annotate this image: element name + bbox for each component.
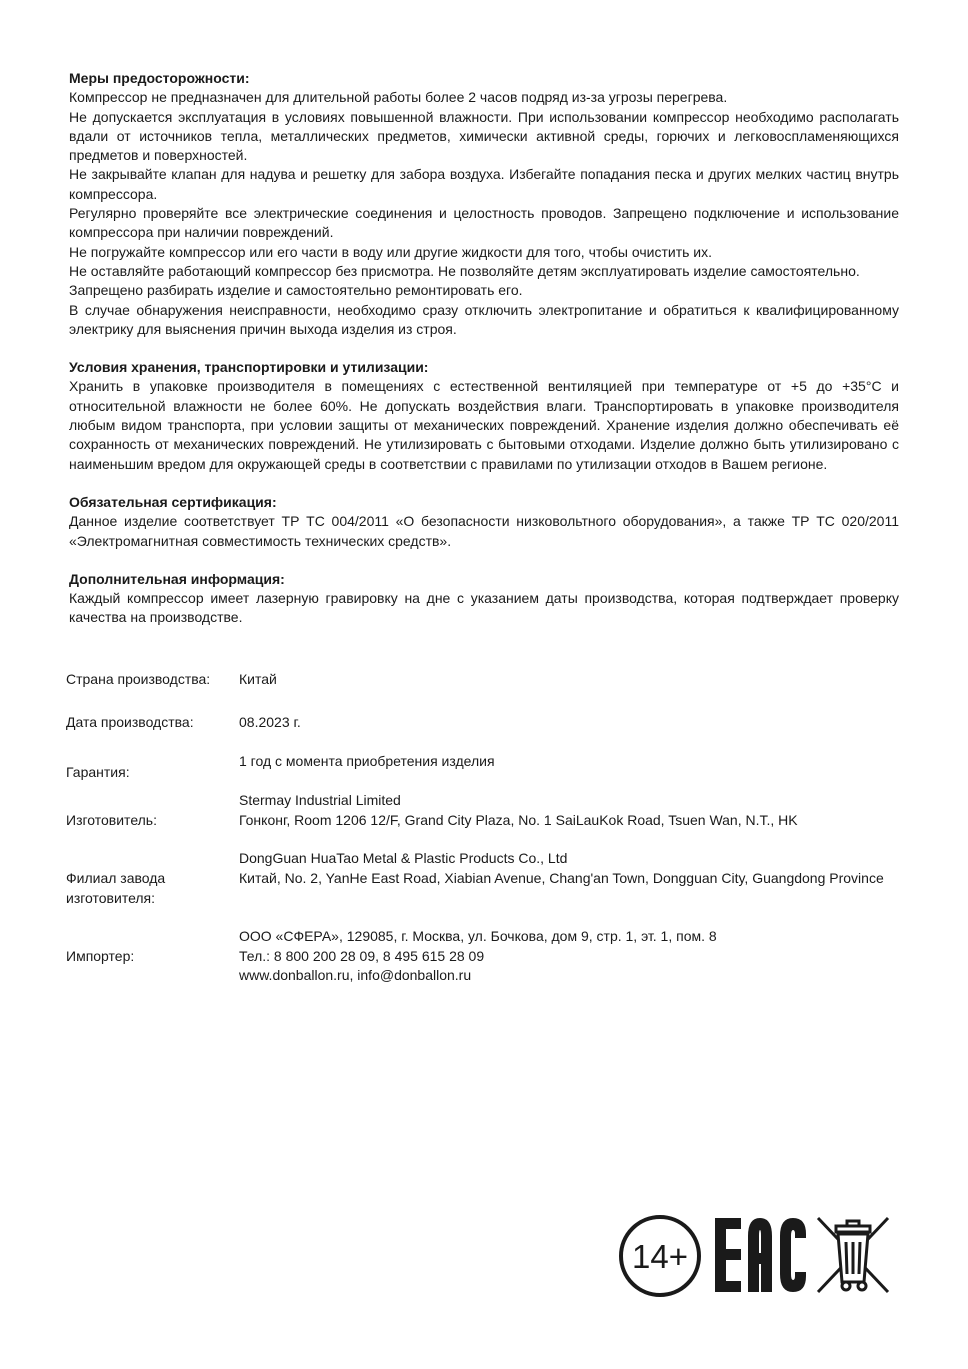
additional-info-section (69, 570, 899, 628)
precautions-section (69, 69, 899, 339)
importer-phones: Тел.: 8 800 200 28 09, 8 495 615 28 09 (239, 947, 485, 964)
certification-text: Данное изделие соответствует ТР ТС 004/2011 «О безопасности низковольтного оборудования», а также ТР ТС 020/2011 «Электромагнитная совместимость технических средств». (69, 513, 899, 549)
precaution-item: Регулярно проверяйте все электрические соединения и целостность проводов. Запрещено подключение и использование компрессора при наличии повреждений. (69, 205, 899, 241)
warranty-value-text: 1 год с момента приобретения изделия (239, 753, 495, 769)
manufacturer-value (239, 791, 889, 830)
certification-title: Обязательная сертификация: (69, 493, 277, 510)
warranty-label: Гарантия: (66, 764, 130, 780)
country-value (239, 670, 889, 690)
date-label: Дата производства: (66, 714, 194, 730)
certification-section (69, 493, 899, 551)
manufacturer-name: Stermay Industrial Limited (239, 792, 401, 808)
country-label: Страна производства: (66, 671, 211, 687)
precaution-item: В случае обнаружения неисправности, необходимо сразу отключить электропитание и обратиться к квалифицированному электрику для выяснения причин выхода изделия из строя. (69, 301, 899, 337)
precaution-item: Запрещено разбирать изделие и самостоятельно ремонтировать его. (69, 282, 523, 299)
precaution-item: Не погружайте компрессор или его части в воду или другие жидкости для того, чтобы очистить их. (69, 243, 713, 260)
precautions-title: Меры предосторожности: (69, 70, 250, 86)
additional-info-title: Дополнительная информация: (69, 570, 285, 587)
storage-section (69, 358, 899, 474)
importer-contacts: www.donballon.ru, info@donballon.ru (239, 967, 472, 983)
manufacturer-label: Изготовитель: (66, 812, 157, 828)
date-value-text: 08.2023 г. (239, 714, 301, 730)
precaution-item: Не оставляйте работающий компрессор без присмотра. Не позволяйте детям эксплуатировать изделие самостоятельно. (69, 262, 860, 279)
document-page (69, 69, 899, 628)
eac-mark-icon (715, 1218, 806, 1292)
crossed-out-wheelie-bin-icon (818, 1218, 888, 1292)
precaution-item: Не закрывайте клапан для надува и решетку для забора воздуха. Избегайте попадания песка и других мелких частиц внутрь компрессора. (69, 166, 899, 202)
branch-name: DongGuan HuaTao Metal & Plastic Products Co., Ltd (239, 850, 568, 866)
importer-label: Импортер: (66, 948, 135, 964)
precaution-item: Не допускается эксплуатация в условиях повышенной влажности. При использовании компрессор необходимо располагать вдали от источников тепла, металлических предметов, химически активной среды, горючих и легковоспламеняющихся предметов и поверхностей. (69, 108, 899, 164)
country-value-text: Китай (239, 671, 277, 687)
branch-label (66, 869, 226, 908)
branch-label-line2: изготовителя: (66, 889, 156, 906)
branch-value (239, 849, 889, 888)
age-rating-text: 14+ (632, 1238, 688, 1275)
importer-address: ООО «СФЕРА», 129085, г. Москва, ул. Бочкова, дом 9, стр. 1, эт. 1, пом. 8 (239, 928, 717, 944)
importer-value (239, 927, 889, 986)
warranty-value (239, 752, 889, 772)
date-value (239, 713, 889, 733)
branch-label-line1: Филиал завода (66, 870, 166, 886)
additional-info-text: Каждый компрессор имеет лазерную гравировку на дне с указанием даты производства, которая подтверждает проверку качества на производстве. (69, 590, 899, 626)
manufacturer-address: Гонконг, Room 1206 12/F, Grand City Plaza, No. 1 SaiLauKok Road, Tsuen Wan, N.T., HK (239, 811, 798, 828)
storage-title: Условия хранения, транспортировки и утилизации: (69, 359, 429, 376)
branch-address: Китай, No. 2, YanHe East Road, Xiabian Avenue, Chang'an Town, Dongguan City, Guangdong Province (239, 869, 884, 886)
storage-text: Хранить в упаковке производителя в помещениях с естественной вентиляцией при температуре от +5 до +35°С и относительной влажности не более 60%. Не допускать воздействия влаги. Транспортировать в упаковке производителя любым видом транспорта, при условии защиты от механических повреждений. Хранение изделия должно обеспечивать её сохранность от механических повреждений. Не утилизировать с бытовыми отходами. Изделие должно быть утилизировано с наименьшим вредом для окружающей среды в соответствии с правилами по утилизации отходов в Вашем регионе. (69, 378, 899, 472)
age-rating-icon (621, 1217, 699, 1295)
precaution-item: Компрессор не предназначен для длительной работы более 2 часов подряд из-за угрозы перегрева. (69, 89, 728, 106)
certification-marks (618, 1212, 898, 1302)
